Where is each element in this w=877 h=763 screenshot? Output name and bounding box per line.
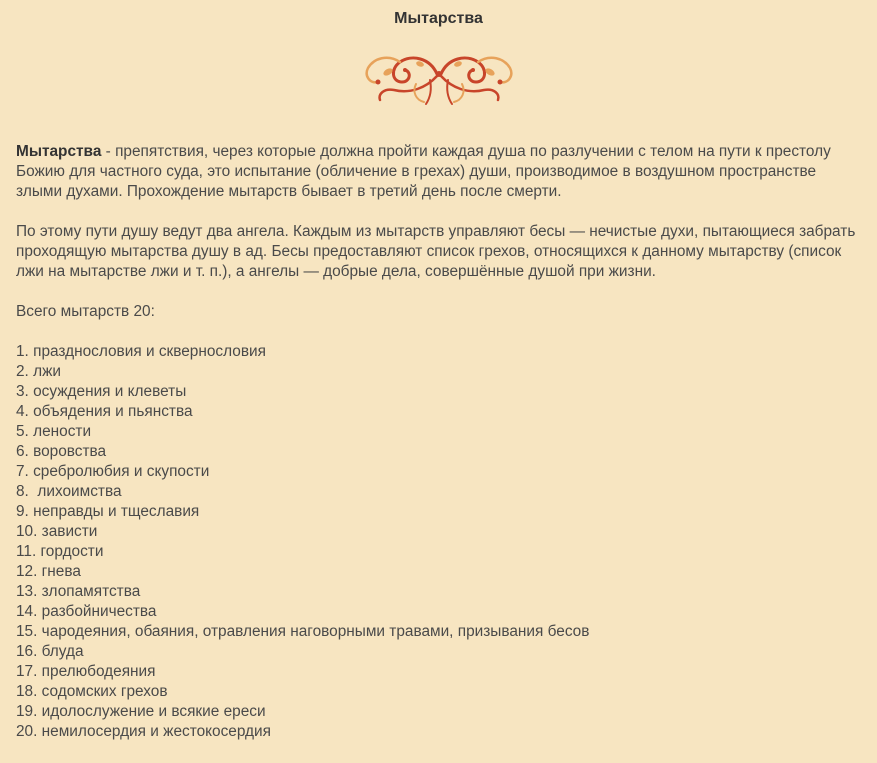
- list-item: 17. прелюбодеяния: [16, 663, 156, 680]
- list-item: 20. немилосердия и жестокосердия: [16, 723, 271, 740]
- floral-ornament-icon: [360, 44, 518, 106]
- list-item: 11. гордости: [16, 543, 104, 560]
- list-item: 9. неправды и тщеславия: [16, 503, 200, 520]
- list-item: 5. лености: [16, 423, 92, 440]
- list-item: 8. лихоимства: [16, 483, 122, 500]
- list-item: 16. блуда: [16, 643, 84, 660]
- list-item: 3. осуждения и клеветы: [16, 383, 187, 400]
- list-item: 1. празднословия и сквернословия: [16, 343, 266, 360]
- intro-definition: - препятствия, через которые должна пройти каждая душа по разлучении с телом на пути к престолу Божию для частного суда, это испытание (обличение в грехах) души, производимое в воздушном пространстве злыми духами. Прохождение мытарств бывает в третий день после смерти.: [16, 143, 831, 200]
- list-item: 6. воровства: [16, 443, 107, 460]
- tollhouse-list: [16, 342, 866, 742]
- list-item: 19. идолослужение и всякие ереси: [16, 703, 266, 720]
- intro-paragraph: [16, 142, 866, 202]
- intro-term: Мытарства: [16, 143, 102, 160]
- list-item: 4. объядения и пьянства: [16, 403, 193, 420]
- page-title: Мытарства: [394, 10, 483, 27]
- list-item: 2. лжи: [16, 363, 61, 380]
- count-label: Всего мытарств 20:: [16, 303, 155, 320]
- list-item: 13. злопамятства: [16, 583, 141, 600]
- list-item: 15. чародеяния, обаяния, отравления наговорными травами, призывания бесов: [16, 623, 590, 640]
- angels-paragraph: По этому пути душу ведут два ангела. Каждым из мытарств управляют бесы — нечистые духи, пытающиеся забрать проходящую мытарства душу в ад. Бесы предоставляют список грехов, относящихся к данному мытарству (список лжи на мытарстве лжи и т. п.), а ангелы — добрые дела, совершённые душой при жизни.: [16, 223, 856, 280]
- list-item: 10. зависти: [16, 523, 98, 540]
- list-item: 18. содомских грехов: [16, 683, 168, 700]
- list-item: 14. разбойничества: [16, 603, 157, 620]
- article-body: [16, 142, 866, 742]
- list-item: 12. гнева: [16, 563, 81, 580]
- list-item: 7. сребролюбия и скупости: [16, 463, 210, 480]
